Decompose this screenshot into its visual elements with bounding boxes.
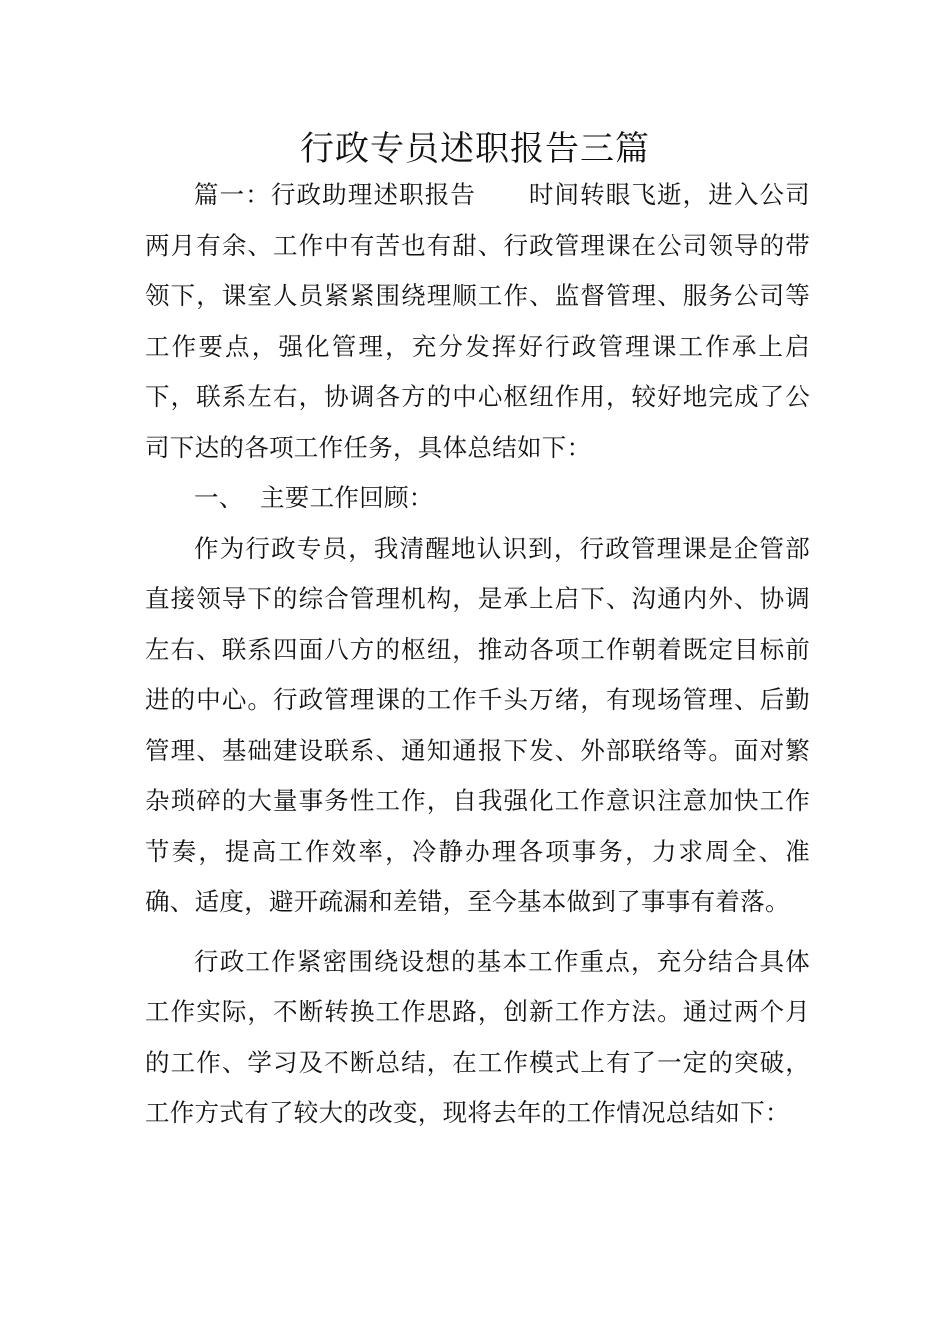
section-number: 一、: [194, 483, 244, 512]
intro-paragraph: [145, 170, 810, 473]
intro-label: 篇一：行政助理述职报告: [194, 180, 476, 209]
document-title: 行政专员述职报告三篇: [300, 129, 650, 169]
intro-text: 时间转眼飞逝，进入公司两月有余、工作中有苦也有甜、行政管理课在公司领导的带领下，课室人员紧紧围绕理顺工作、监督管理、服务公司等工作要点，强化管理，充分发挥好行政管理课工作承上启下，联系左右，协调各方的中心枢纽作用，较好地完成了公司下达的各项工作任务，具体总结如下：: [145, 180, 810, 462]
section-heading: [145, 473, 810, 524]
document-body: [145, 170, 810, 1139]
body-paragraph: 作为行政专员，我清醒地认识到，行政管理课是企管部直接领导下的综合管理机构，是承上启下、沟通内外、协调左右、联系四面八方的枢纽，推动各项工作朝着既定目标前进的中心。行政管理课的工作千头万绪，有现场管理、后勤管理、基础建设联系、通知通报下发、外部联络等。面对繁杂琐碎的大量事务性工作，自我强化工作意识注意加快工作节奏，提高工作效率，冷静办理各项事务，力求周全、准确、适度，避开疏漏和差错，至今基本做到了事事有着落。: [145, 533, 810, 916]
section-title: 主要工作回顾：: [260, 483, 434, 512]
body-paragraph: 行政工作紧密围绕设想的基本工作重点，充分结合具体工作实际，不断转换工作思路，创新工作方法。通过两个月的工作、学习及不断总结，在工作模式上有了一定的突破，工作方式有了较大的改变，现将去年的工作情况总结如下：: [145, 946, 810, 1127]
